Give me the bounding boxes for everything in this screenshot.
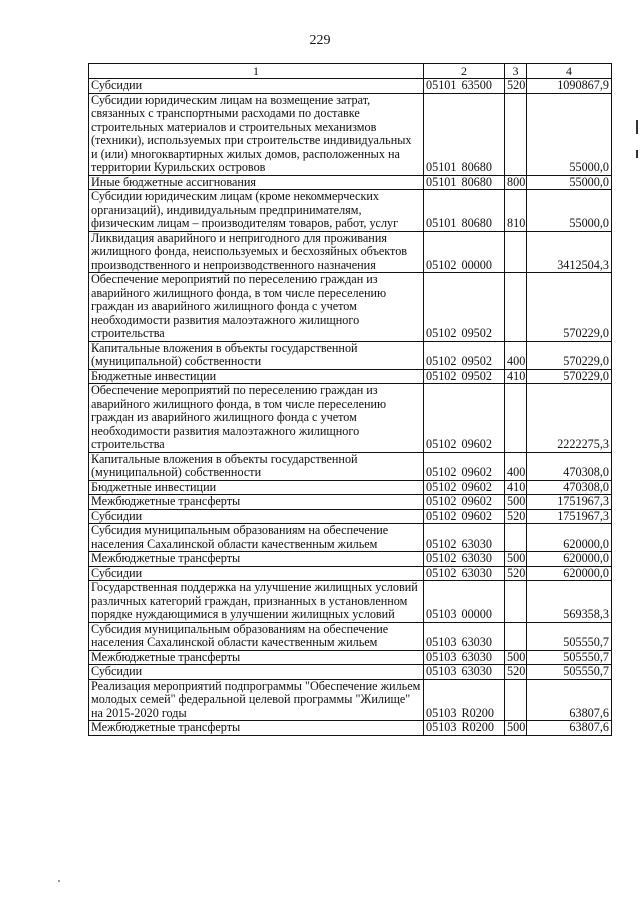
row-article-code: 09602 — [461, 465, 492, 479]
table-row — [89, 341, 612, 369]
row-expense-type: 400 — [505, 341, 527, 369]
row-code — [424, 524, 505, 552]
row-expense-type: 410 — [505, 480, 527, 495]
row-expense-type: 520 — [505, 566, 527, 581]
table-row — [89, 495, 612, 510]
row-amount: 570229,0 — [527, 273, 612, 342]
row-article-code: 63030 — [461, 565, 492, 580]
row-code — [424, 452, 505, 480]
row-section-code: 05102 — [426, 551, 457, 565]
row-code — [424, 384, 505, 453]
column-header-amount: 4 — [527, 64, 612, 79]
row-name: Межбюджетные трансферты — [89, 495, 424, 510]
row-article-code: 09602 — [461, 479, 492, 494]
row-name: Межбюджетные трансферты — [89, 721, 424, 736]
row-code — [424, 369, 505, 384]
table-row — [89, 622, 612, 650]
row-code — [424, 566, 505, 581]
row-article-code: 09502 — [461, 354, 492, 368]
row-amount: 55000,0 — [527, 190, 612, 232]
row-article-code: 00000 — [461, 257, 492, 272]
row-amount: 55000,0 — [527, 175, 612, 190]
row-section-code: 05102 — [426, 326, 457, 340]
row-section-code: 05102 — [426, 437, 457, 451]
row-amount: 505550,7 — [527, 665, 612, 680]
row-expense-type — [505, 384, 527, 453]
table-row — [89, 231, 612, 273]
table-row — [89, 552, 612, 567]
table-row — [89, 524, 612, 552]
row-section-code: 05102 — [426, 465, 457, 479]
row-expense-type — [505, 622, 527, 650]
row-name: Субсидии — [89, 509, 424, 524]
table-row — [89, 79, 612, 94]
row-section-code: 05102 — [426, 257, 457, 272]
row-article-code: 63030 — [461, 664, 492, 678]
table-row — [89, 679, 612, 721]
row-expense-type — [505, 93, 527, 175]
row-name: Ликвидация аварийного и непригодного для проживания жилищного фонда, неиспользуемых и бесхозяйных объектов производственного и непроизводственного назначения — [89, 231, 424, 273]
row-section-code: 05102 — [426, 354, 457, 368]
row-name: Бюджетные инвестиции — [89, 480, 424, 495]
row-section-code: 05103 — [426, 705, 457, 720]
row-name: Межбюджетные трансферты — [89, 552, 424, 567]
row-name: Иные бюджетные ассигнования — [89, 175, 424, 190]
row-amount: 570229,0 — [527, 369, 612, 384]
table-body — [89, 79, 612, 736]
row-expense-type — [505, 231, 527, 273]
row-section-code: 05101 — [426, 160, 457, 174]
row-section-code: 05102 — [426, 494, 457, 508]
row-name: Субсидии юридическим лицам на возмещение затрат, связанных с транспортными расходами по доставке строительных материалов и строительных механизмов (техники), используемых при строительстве индивидуальных и (или) многоквартирных жилых домов, расположенных на территории Курильских островов — [89, 93, 424, 175]
row-amount: 2222275,3 — [527, 384, 612, 453]
row-article-code: 63030 — [461, 536, 492, 551]
table-header-row — [89, 64, 612, 79]
row-expense-type: 500 — [505, 495, 527, 510]
row-amount: 1751967,3 — [527, 509, 612, 524]
row-section-code: 05101 — [426, 174, 457, 189]
row-code — [424, 341, 505, 369]
row-code — [424, 79, 505, 94]
row-amount: 505550,7 — [527, 650, 612, 665]
row-code — [424, 665, 505, 680]
row-expense-type: 810 — [505, 190, 527, 232]
row-amount: 470308,0 — [527, 480, 612, 495]
row-amount: 63807,6 — [527, 679, 612, 721]
row-code — [424, 480, 505, 495]
row-code — [424, 273, 505, 342]
row-code — [424, 721, 505, 736]
row-article-code: 80680 — [461, 216, 492, 230]
budget-table — [88, 63, 612, 736]
row-name: Капитальные вложения в объекты государственной (муниципальной) собственности — [89, 452, 424, 480]
row-section-code: 05101 — [426, 216, 457, 230]
row-article-code: 63030 — [461, 635, 492, 649]
row-article-code: 80680 — [461, 174, 492, 189]
row-article-code: 00000 — [461, 607, 492, 621]
row-name: Государственная поддержка на улучшение жилищных условий различных категорий граждан, признанных в установленном порядке нуждающимися в улучшении жилищных условий — [89, 581, 424, 623]
row-name: Реализация мероприятий подпрограммы "Обеспечение жильем молодых семей" федеральной целевой программы "Жилище" на 2015-2020 годы — [89, 679, 424, 721]
row-name: Обеспечение мероприятий по переселению граждан из аварийного жилищного фонда, в том числе переселению граждан из аварийного жилищного фонда с учетом необходимости развития малоэтажного жилищного строительства — [89, 273, 424, 342]
row-code — [424, 581, 505, 623]
row-amount: 620000,0 — [527, 566, 612, 581]
row-amount: 620000,0 — [527, 552, 612, 567]
column-header-type: 3 — [505, 64, 527, 79]
row-amount: 1090867,9 — [527, 79, 612, 94]
row-name: Субсидии юридическим лицам (кроме некоммерческих организаций), индивидуальным предпринимателям, физическим лицам – производителям товаров, работ, услуг — [89, 190, 424, 232]
row-section-code: 05102 — [426, 508, 457, 523]
table-row — [89, 480, 612, 495]
table-row — [89, 273, 612, 342]
row-article-code: 09502 — [461, 326, 492, 340]
row-name: Субсидия муниципальным образованиям на обеспечение населения Сахалинской области качественным жильем — [89, 622, 424, 650]
table-row — [89, 175, 612, 190]
table-row — [89, 581, 612, 623]
row-article-code: 09602 — [461, 494, 492, 508]
row-section-code: 05103 — [426, 607, 457, 621]
row-amount: 3412504,3 — [527, 231, 612, 273]
row-section-code: 05102 — [426, 368, 457, 383]
table-row — [89, 509, 612, 524]
row-article-code: 80680 — [461, 160, 492, 174]
scan-margin-mark — [636, 120, 638, 134]
row-code — [424, 231, 505, 273]
row-code — [424, 552, 505, 567]
row-code — [424, 495, 505, 510]
row-expense-type — [505, 273, 527, 342]
table-row — [89, 452, 612, 480]
row-code — [424, 679, 505, 721]
row-section-code: 05101 — [426, 78, 457, 92]
row-expense-type: 520 — [505, 79, 527, 94]
row-code — [424, 93, 505, 175]
row-name: Обеспечение мероприятий по переселению граждан из аварийного жилищного фонда, в том числе переселению граждан из аварийного жилищного фонда с учетом необходимости развития малоэтажного жилищного строительства — [89, 384, 424, 453]
page-number: 229 — [309, 33, 331, 48]
row-name: Межбюджетные трансферты — [89, 650, 424, 665]
row-amount: 570229,0 — [527, 341, 612, 369]
row-name: Бюджетные инвестиции — [89, 369, 424, 384]
row-name: Субсидии — [89, 665, 424, 680]
row-article-code: 63030 — [461, 551, 492, 565]
column-header-code: 2 — [424, 64, 505, 79]
row-expense-type: 400 — [505, 452, 527, 480]
row-article-code: R0200 — [461, 705, 494, 720]
row-name: Субсидия муниципальным образованиям на обеспечение населения Сахалинской области качественным жильем — [89, 524, 424, 552]
row-expense-type: 500 — [505, 721, 527, 736]
row-expense-type: 800 — [505, 175, 527, 190]
scan-margin-mark — [636, 150, 638, 158]
table-row — [89, 190, 612, 232]
row-expense-type: 500 — [505, 552, 527, 567]
row-section-code: 05103 — [426, 664, 457, 678]
row-code — [424, 650, 505, 665]
row-article-code: 09502 — [461, 368, 492, 383]
table-row — [89, 721, 612, 736]
row-code — [424, 175, 505, 190]
table-row — [89, 93, 612, 175]
table-row — [89, 665, 612, 680]
row-section-code: 05102 — [426, 565, 457, 580]
row-code — [424, 622, 505, 650]
row-article-code: 09602 — [461, 508, 492, 523]
row-name: Капитальные вложения в объекты государственной (муниципальной) собственности — [89, 341, 424, 369]
row-expense-type: 520 — [505, 665, 527, 680]
row-name: Субсидии — [89, 79, 424, 94]
row-expense-type: 500 — [505, 650, 527, 665]
column-header-name: 1 — [89, 64, 424, 79]
row-article-code: 09602 — [461, 437, 492, 451]
row-amount: 620000,0 — [527, 524, 612, 552]
row-amount: 505550,7 — [527, 622, 612, 650]
row-article-code: 63030 — [461, 649, 492, 664]
row-code — [424, 509, 505, 524]
row-expense-type: 410 — [505, 369, 527, 384]
row-amount: 63807,6 — [527, 721, 612, 736]
row-article-code: R0200 — [461, 720, 494, 734]
table-row — [89, 650, 612, 665]
row-code — [424, 190, 505, 232]
row-section-code: 05102 — [426, 479, 457, 494]
row-amount: 569358,3 — [527, 581, 612, 623]
row-article-code: 63500 — [461, 78, 492, 92]
table-row — [89, 384, 612, 453]
row-expense-type — [505, 581, 527, 623]
row-expense-type: 520 — [505, 509, 527, 524]
row-section-code: 05103 — [426, 720, 457, 734]
row-amount: 1751967,3 — [527, 495, 612, 510]
table-row — [89, 369, 612, 384]
scan-speck — [58, 880, 60, 882]
row-amount: 55000,0 — [527, 93, 612, 175]
row-name: Субсидии — [89, 566, 424, 581]
row-expense-type — [505, 679, 527, 721]
table-row — [89, 566, 612, 581]
row-section-code: 05103 — [426, 635, 457, 649]
row-expense-type — [505, 524, 527, 552]
row-section-code: 05102 — [426, 536, 457, 551]
row-section-code: 05103 — [426, 649, 457, 664]
row-amount: 470308,0 — [527, 452, 612, 480]
